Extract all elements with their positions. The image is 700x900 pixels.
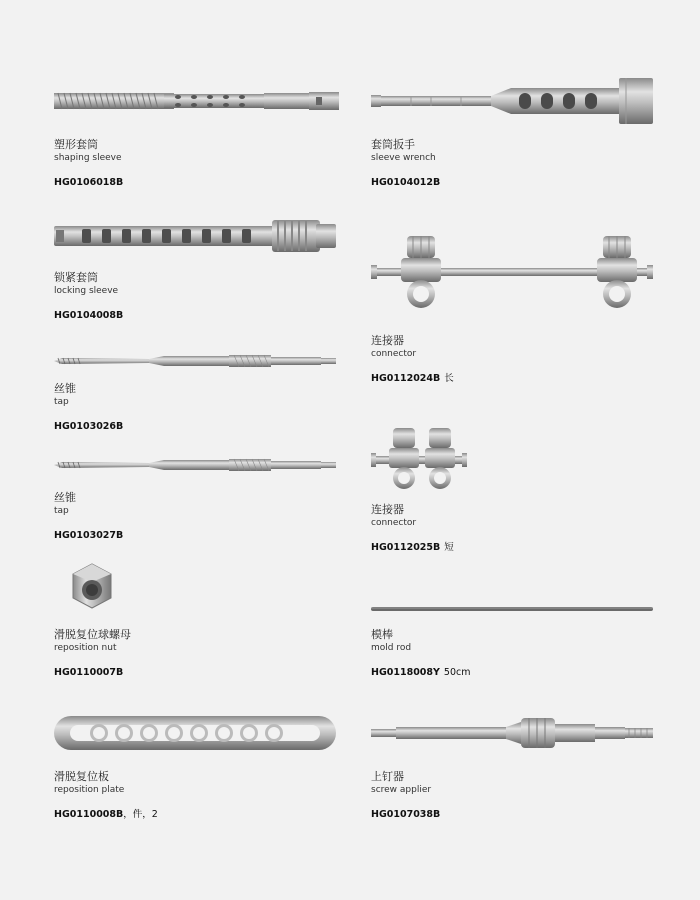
item-name-en: tap	[54, 506, 69, 516]
item-name-cn: 连接器	[371, 503, 404, 516]
item-tap-2	[54, 491, 123, 542]
item-name-en: tap	[54, 397, 69, 407]
item-name-cn: 模棒	[371, 628, 393, 641]
item-locking-sleeve	[54, 271, 123, 322]
item-name-cn: 连接器	[371, 334, 404, 347]
sleeve-wrench-image	[371, 76, 655, 126]
item-connector-long	[371, 334, 454, 385]
item-name-en: mold rod	[371, 643, 412, 653]
item-tap-1	[54, 382, 123, 433]
item-name-cn: 上钉器	[371, 770, 404, 783]
item-name-cn: 滑脱复位球螺母	[54, 628, 131, 641]
item-name-en: locking sleeve	[54, 286, 119, 296]
locking-sleeve-image	[54, 218, 340, 254]
item-code-note: 短	[444, 542, 454, 553]
item-code-note: 长	[444, 373, 454, 384]
item-code: HG0112025B 短	[371, 542, 454, 553]
screw-applier-image	[371, 714, 655, 752]
tap-image-2	[54, 456, 339, 474]
item-code: HG0103027B	[54, 530, 124, 541]
item-mold-rod	[371, 628, 470, 679]
tap-image-1	[54, 352, 339, 370]
reposition-nut-image	[68, 562, 116, 610]
item-code: HG0103026B	[54, 421, 124, 432]
item-name-en: sleeve wrench	[371, 153, 436, 163]
item-code: HG0110008B，件，2	[54, 809, 158, 820]
reposition-plate-image	[54, 714, 338, 752]
item-reposition-plate	[54, 770, 158, 821]
item-connector-short	[371, 503, 454, 554]
item-name-cn: 丝锥	[54, 382, 76, 395]
connector-long-image	[371, 232, 655, 312]
connector-short-image	[371, 424, 471, 494]
item-name-en: connector	[371, 349, 417, 359]
item-name-cn: 丝锥	[54, 491, 76, 504]
item-name-en: shaping sleeve	[54, 153, 122, 163]
item-code-note: ，件，2	[123, 809, 158, 820]
item-name-cn: 滑脱复位板	[54, 770, 109, 783]
item-code: HG0112024B 长	[371, 373, 454, 384]
item-code: HG0106018B	[54, 177, 124, 188]
item-name-en: screw applier	[371, 785, 432, 795]
item-name-en: connector	[371, 518, 417, 528]
item-name-cn: 锁紧套筒	[54, 271, 98, 284]
item-name-cn: 套筒扳手	[371, 138, 415, 151]
item-code-note: 50cm	[443, 667, 471, 678]
item-code: HG0110007B	[54, 667, 124, 678]
item-screw-applier	[371, 770, 440, 821]
item-name-en: reposition nut	[54, 643, 117, 653]
item-sleeve-wrench	[371, 138, 440, 189]
item-name-cn: 塑形套筒	[54, 138, 98, 151]
item-name-en: reposition plate	[54, 785, 125, 795]
item-reposition-nut	[54, 628, 131, 679]
item-code: HG0107038B	[371, 809, 441, 820]
shaping-sleeve-image	[54, 88, 344, 114]
item-code: HG0104008B	[54, 310, 124, 321]
item-code: HG0118008Y 50cm	[371, 667, 471, 678]
mold-rod-image	[371, 606, 655, 612]
item-code: HG0104012B	[371, 177, 441, 188]
item-shaping-sleeve	[54, 138, 123, 189]
